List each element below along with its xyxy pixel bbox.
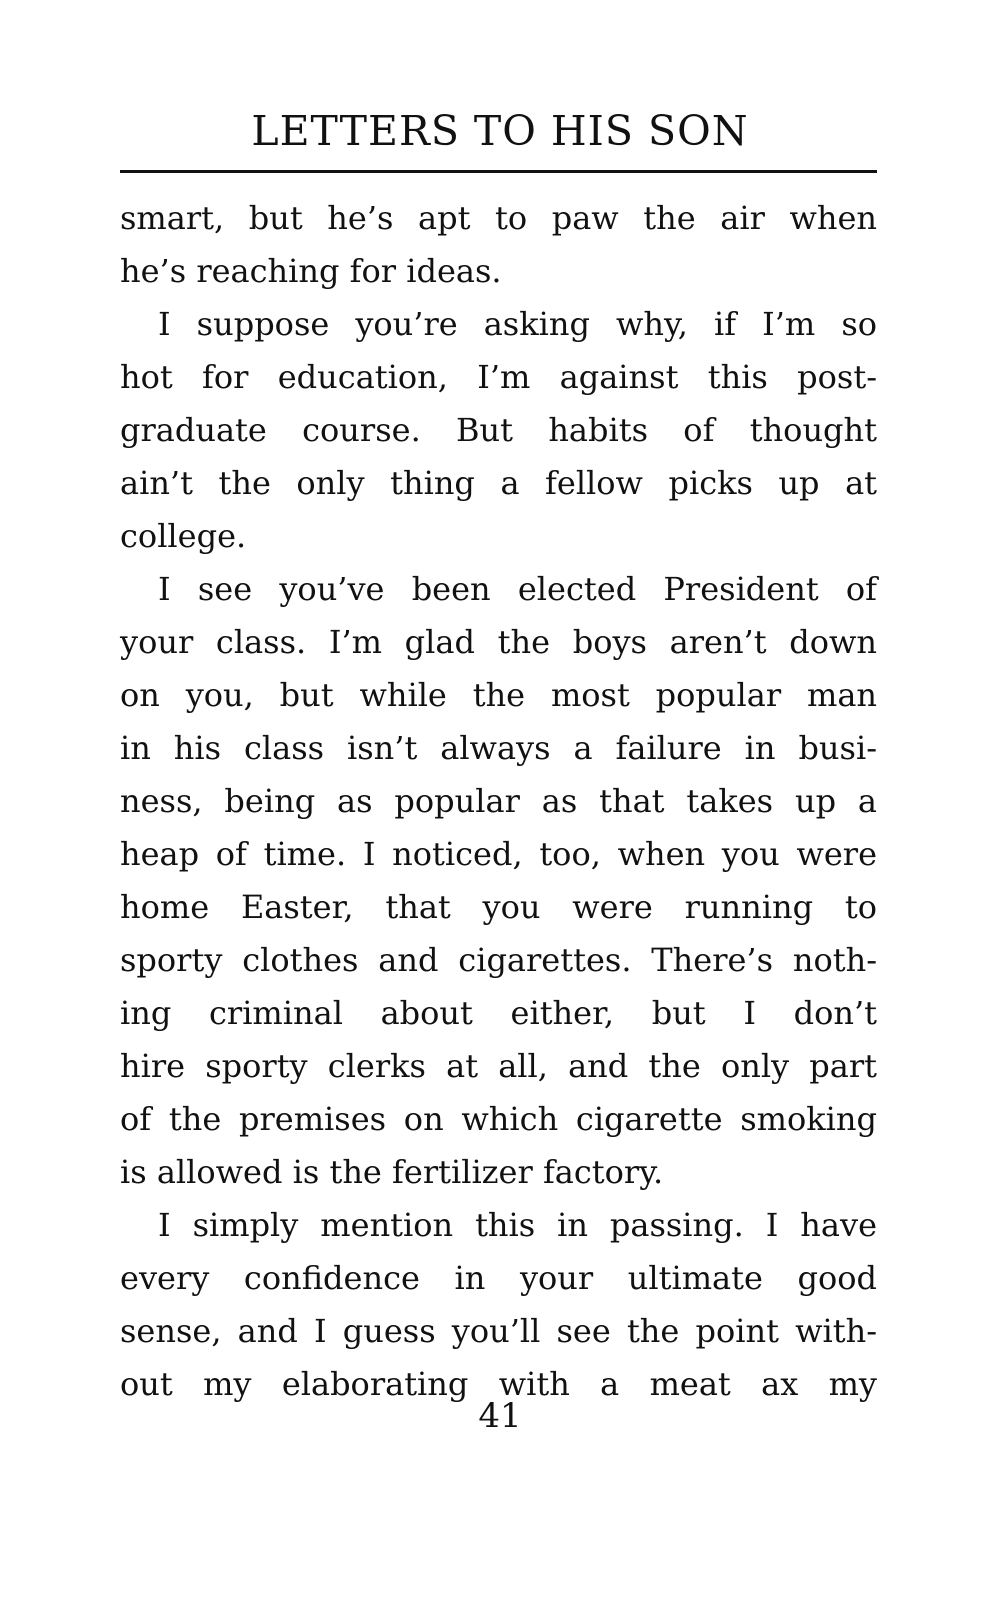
text-line: is allowed is the fertilizer factory.	[120, 1153, 664, 1191]
text-line: hot for education, I’m against this post-	[120, 358, 877, 396]
text-line: ing criminal about either, but I don’t	[120, 994, 877, 1032]
text-line: your class. I’m glad the boys aren’t down	[120, 623, 877, 661]
running-head-title: LETTERS TO HIS SON	[251, 107, 749, 155]
body-text	[120, 192, 877, 1411]
page-number: 41	[478, 1396, 522, 1436]
text-line: out my elaborating with a meat ax my	[120, 1365, 877, 1403]
text-line: I suppose you’re asking why, if I’m so	[158, 305, 877, 343]
text-line: ness, being as popular as that takes up a	[120, 782, 877, 820]
text-line: sporty clothes and cigarettes. There’s noth-	[120, 941, 877, 979]
text-line: graduate course. But habits of thought	[120, 411, 877, 449]
text-line: I simply mention this in passing. I have	[158, 1206, 877, 1244]
header-rule	[120, 170, 877, 173]
text-line: college.	[120, 517, 247, 555]
text-line: I see you’ve been elected President of	[158, 570, 877, 608]
text-line: hire sporty clerks at all, and the only part	[120, 1047, 877, 1085]
text-line: home Easter, that you were running to	[120, 888, 877, 926]
text-line: sense, and I guess you’ll see the point with-	[120, 1312, 877, 1350]
text-line: on you, but while the most popular man	[120, 676, 877, 714]
text-line: every confidence in your ultimate good	[120, 1259, 877, 1297]
text-line: he’s reaching for ideas.	[120, 252, 502, 290]
text-line: smart, but he’s apt to paw the air when	[120, 199, 877, 237]
text-line: heap of time. I noticed, too, when you were	[120, 835, 877, 873]
text-line: of the premises on which cigarette smoking	[120, 1100, 877, 1138]
text-line: in his class isn’t always a failure in busi-	[120, 729, 877, 767]
text-line: ain’t the only thing a fellow picks up at	[120, 464, 877, 502]
